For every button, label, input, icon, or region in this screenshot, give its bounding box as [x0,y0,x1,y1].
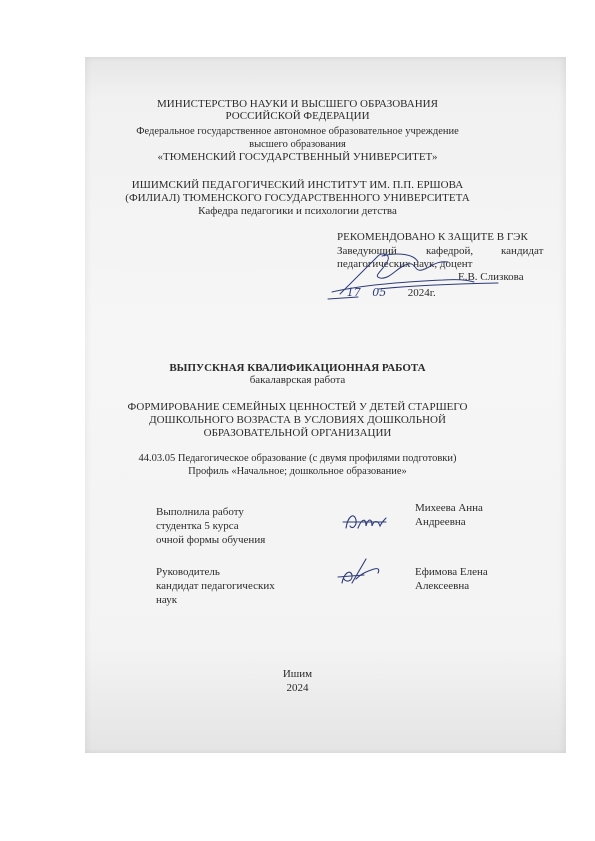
work-title-line-3: ОБРАЗОВАТЕЛЬНОЙ ОРГАНИЗАЦИИ [203,427,392,439]
supervisor-label-line-2: кандидат педагогических [156,580,275,592]
approval-position-word-2: кафедрой, [426,245,474,257]
approval-date-month: 05 [372,286,387,299]
approval-title: РЕКОМЕНДОВАНО К ЗАЩИТЕ В ГЭК [337,231,528,243]
program-profile: Профиль «Начальное; дошкольное образование» [188,466,407,477]
approval-signature [318,236,518,302]
approval-date-year: 2024г. [407,287,436,299]
program-code: 44.03.05 Педагогическое образование (с двумя профилями подготовки) [138,453,457,464]
approval-degree: педагогических наук, доцент [337,258,473,270]
supervisor-label-line-3: наук [156,594,178,606]
institution-line-1: Федеральное государственное автономное образовательное учреждение [136,126,459,137]
author-label-line-3: очной формы обучения [156,534,266,546]
city: Ишим [282,668,313,680]
ministry-line-2: РОССИЙСКОЙ ФЕДЕРАЦИИ [225,110,370,122]
ministry-line-1: МИНИСТЕРСТВО НАУКИ И ВЫСШЕГО ОБРАЗОВАНИЯ [157,98,438,110]
year: 2024 [286,682,309,694]
department-name: Кафедра педагогики и психологии детства [198,205,397,217]
author-label-line-1: Выполнила работу [156,506,244,518]
author-label-line-2: студентка 5 курса [156,520,239,532]
approval-position-word-3: кандидат [501,245,544,257]
approval-name: Е.В. Слизкова [458,271,524,283]
university-name: «ТЮМЕНСКИЙ ГОСУДАРСТВЕННЫЙ УНИВЕРСИТЕТ» [157,151,438,163]
branch-line-1: ИШИМСКИЙ ПЕДАГОГИЧЕСКИЙ ИНСТИТУТ ИМ. П.П. ЕРШОВА [131,179,464,191]
supervisor-label-line-1: Руководитель [156,566,220,578]
work-type: ВЫПУСКНАЯ КВАЛИФИКАЦИОННАЯ РАБОТА [169,362,426,374]
author-name-line-2: Андреевна [415,516,466,528]
approval-position-word-1: Заведующий [337,245,397,257]
supervisor-name-line-1: Ефимова Елена [415,566,488,578]
work-title-line-1: ФОРМИРОВАНИЕ СЕМЕЙНЫХ ЦЕННОСТЕЙ У ДЕТЕЙ СТАРШЕГО [127,401,468,413]
work-title-line-2: ДОШКОЛЬНОГО ВОЗРАСТА В УСЛОВИЯХ ДОШКОЛЬНОЙ [149,414,446,426]
work-subtype: бакалаврская работа [249,374,346,386]
supervisor-signature [334,555,384,589]
author-signature [340,508,390,536]
supervisor-name-line-2: Алексеевна [415,580,470,592]
approval-date-day: 17 [346,286,361,299]
author-name-line-1: Михеева Анна [415,502,483,514]
branch-line-2: (ФИЛИАЛ) ТЮМЕНСКОГО ГОСУДАРСТВЕННОГО УНИВЕРСИТЕТА [125,192,470,204]
institution-line-2: высшего образования [249,139,346,150]
